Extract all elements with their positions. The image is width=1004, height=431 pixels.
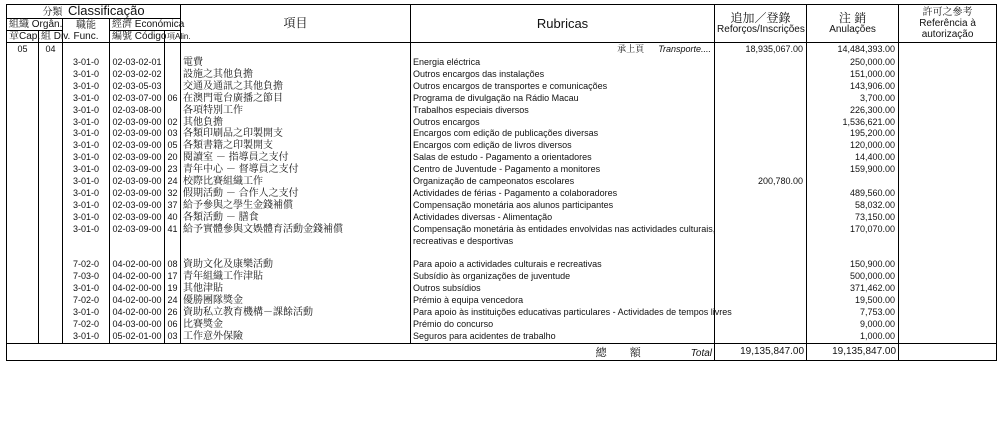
transport-anulacoes: 14,484,393.00: [807, 43, 899, 58]
rubrica-cell: Outros encargos: [411, 117, 715, 129]
total-label: 總 額 Total: [411, 343, 715, 360]
func-cell: 3-01-0: [63, 188, 110, 200]
reforcos-cell: [715, 200, 807, 212]
rubrica-cell: Actividades de férias - Pagamento a colaboradores: [411, 188, 715, 200]
reforcos-cell: [715, 212, 807, 224]
item-zh-cell: 各類活動 － 膳食: [181, 212, 411, 224]
alin-cell: 06: [165, 319, 181, 331]
econ-header: 經濟 Económica: [110, 19, 181, 31]
func-cell: 3-01-0: [63, 105, 110, 117]
func-cell: 3-01-0: [63, 117, 110, 129]
total-row: [7, 343, 997, 360]
func-cell: 3-01-0: [63, 212, 110, 224]
transport-row: [7, 43, 997, 58]
rubrica-cell: Prémio à equipa vencedora: [411, 295, 715, 307]
div-cell: 04: [39, 43, 63, 58]
reforcos-cell: [715, 69, 807, 81]
anulacoes-cell: 170,070.00: [807, 224, 899, 236]
reforcos-cell: [715, 331, 807, 343]
alin-cell: [165, 248, 181, 260]
anulacoes-cell: 226,300.00: [807, 105, 899, 117]
alin-cell: [165, 69, 181, 81]
codigo-cell: 04-03-00-00: [110, 319, 165, 331]
reforcos-cell: [715, 295, 807, 307]
reforcos-cell: [715, 140, 807, 152]
table-row: [7, 283, 997, 295]
rubrica-cell: Organização de campeonatos escolares: [411, 176, 715, 188]
reforcos-cell: [715, 105, 807, 117]
table-row: [7, 212, 997, 224]
item-zh-cell: 其他負擔: [181, 117, 411, 129]
anulacoes-cell: 195,200.00: [807, 128, 899, 140]
codigo-cell: 02-03-07-00: [110, 93, 165, 105]
codigo-cell: 04-02-00-00: [110, 259, 165, 271]
anulacoes-cell: 19,500.00: [807, 295, 899, 307]
codigo-header: 編號 Código: [110, 31, 165, 43]
item-zh-cell: 校際比賽組織工作: [181, 176, 411, 188]
table-row: [7, 69, 997, 81]
func-cell: 7-02-0: [63, 295, 110, 307]
codigo-cell: [110, 236, 165, 248]
rubrica-cell: Prémio do concurso: [411, 319, 715, 331]
func-cell: 7-02-0: [63, 319, 110, 331]
reforcos-cell: [715, 224, 807, 236]
codigo-cell: 04-02-00-00: [110, 307, 165, 319]
item-zh-cell: [181, 236, 411, 248]
anulacoes-cell: 120,000.00: [807, 140, 899, 152]
anulacoes-cell: 14,400.00: [807, 152, 899, 164]
rubrica-cell: Trabalhos especiais diversos: [411, 105, 715, 117]
rubrica-cell: Compensação monetária aos alunos participantes: [411, 200, 715, 212]
item-zh-cell: 資助私立教育機構－課餘活動: [181, 307, 411, 319]
budget-table: [6, 4, 997, 361]
cap-cell: 05: [7, 43, 39, 58]
reforcos-cell: [715, 93, 807, 105]
item-zh-cell: 青年組織工作津貼: [181, 271, 411, 283]
rubrica-cell: recreativas e desportivas: [411, 236, 715, 248]
table-row: [7, 140, 997, 152]
reforcos-header: 追加／登錄 Reforços/Inscrições: [715, 5, 807, 43]
codigo-cell: 02-03-09-00: [110, 117, 165, 129]
func-cell: 3-01-0: [63, 224, 110, 236]
item-zh-cell: 給予參與之學生金錢補償: [181, 200, 411, 212]
func-cell: 3-01-0: [63, 128, 110, 140]
alin-cell: 32: [165, 188, 181, 200]
reforcos-cell: 200,780.00: [715, 176, 807, 188]
rubrica-cell: Centro de Juventude - Pagamento a monitores: [411, 164, 715, 176]
div-header: 組 Div.: [39, 31, 63, 43]
alin-cell: 24: [165, 176, 181, 188]
rubrica-cell: Seguros para acidentes de trabalho: [411, 331, 715, 343]
codigo-cell: 02-03-08-00: [110, 105, 165, 117]
anulacoes-cell: 1,536,621.00: [807, 117, 899, 129]
item-zh-cell: 資助文化及康樂活動: [181, 259, 411, 271]
table-row: [7, 57, 997, 69]
alin-cell: 20: [165, 152, 181, 164]
table-row: [7, 271, 997, 283]
total-anulacoes: 19,135,847.00: [807, 343, 899, 360]
alin-cell: [165, 236, 181, 248]
reforcos-cell: [715, 248, 807, 260]
func-cell: [63, 236, 110, 248]
item-zh-cell: 給予實體參與文娛體育活動金錢補償: [181, 224, 411, 236]
rubrica-cell: Subsídio às organizações de juventude: [411, 271, 715, 283]
rubrica-cell: [411, 248, 715, 260]
reforcos-cell: [715, 152, 807, 164]
func-cell: 3-01-0: [63, 152, 110, 164]
func-cell: 3-01-0: [63, 283, 110, 295]
func-cell: 3-01-0: [63, 307, 110, 319]
codigo-cell: 04-02-00-00: [110, 271, 165, 283]
reforcos-cell: [715, 259, 807, 271]
anulacoes-cell: 3,700.00: [807, 93, 899, 105]
rubrica-cell: Programa de divulgação na Rádio Macau: [411, 93, 715, 105]
table-row: [7, 117, 997, 129]
reforcos-cell: [715, 271, 807, 283]
table-row: [7, 105, 997, 117]
reforcos-cell: [715, 164, 807, 176]
alin-cell: 06: [165, 93, 181, 105]
item-zh-cell: 其他津貼: [181, 283, 411, 295]
alin-cell: 26: [165, 307, 181, 319]
alin-cell: [165, 105, 181, 117]
alin-header: 項Alin.: [165, 31, 181, 43]
item-zh-cell: 在澳門電台廣播之節目: [181, 93, 411, 105]
alin-cell: 41: [165, 224, 181, 236]
alin-cell: 17: [165, 271, 181, 283]
anulacoes-cell: 500,000.00: [807, 271, 899, 283]
item-zh-cell: 優勝團隊獎金: [181, 295, 411, 307]
func-header: 職能 Func.: [63, 19, 110, 43]
anulacoes-cell: 371,462.00: [807, 283, 899, 295]
codigo-cell: 04-02-00-00: [110, 283, 165, 295]
anulacoes-cell: [807, 176, 899, 188]
alin-cell: 23: [165, 164, 181, 176]
items-zh-header: 項目: [181, 5, 411, 43]
reforcos-cell: [715, 128, 807, 140]
anulacoes-cell: 1,000.00: [807, 331, 899, 343]
reforcos-cell: [715, 188, 807, 200]
codigo-cell: 02-03-09-00: [110, 188, 165, 200]
item-zh-cell: 電費: [181, 57, 411, 69]
item-zh-cell: 閱讀室 － 指導員之支付: [181, 152, 411, 164]
anulacoes-cell: 7,753.00: [807, 307, 899, 319]
table-row: [7, 128, 997, 140]
rubrica-cell: Actividades diversas - Alimentação: [411, 212, 715, 224]
item-zh-cell: 各類印刷品之印製開支: [181, 128, 411, 140]
table-row: [7, 152, 997, 164]
reforcos-cell: [715, 236, 807, 248]
rubrica-cell: Energia eléctrica: [411, 57, 715, 69]
item-zh-cell: 工作意外保險: [181, 331, 411, 343]
func-cell: 3-01-0: [63, 164, 110, 176]
transport-label: 承上頁 Transporte....: [411, 43, 715, 58]
rubrica-cell: Para apoio a actividades culturais e recreativas: [411, 259, 715, 271]
anulacoes-cell: 143,906.00: [807, 81, 899, 93]
reforcos-cell: [715, 117, 807, 129]
codigo-cell: 05-02-01-00: [110, 331, 165, 343]
table-row: [7, 93, 997, 105]
alin-cell: 03: [165, 331, 181, 343]
codigo-cell: 02-03-02-01: [110, 57, 165, 69]
item-zh-cell: 設施之其他負擔: [181, 69, 411, 81]
func-cell: 3-01-0: [63, 331, 110, 343]
item-zh-cell: 青年中心 － 督導員之支付: [181, 164, 411, 176]
rubrica-cell: Encargos com edição de publicações diversas: [411, 128, 715, 140]
item-zh-cell: 各項特別工作: [181, 105, 411, 117]
item-zh-cell: 假期活動 － 合作人之支付: [181, 188, 411, 200]
func-cell: 7-03-0: [63, 271, 110, 283]
anulacoes-cell: 151,000.00: [807, 69, 899, 81]
item-zh-cell: 比賽獎金: [181, 319, 411, 331]
rubrica-cell: Compensação monetária às entidades envolvidas nas actividades culturais,: [411, 224, 715, 236]
alin-cell: 08: [165, 259, 181, 271]
alin-cell: 19: [165, 283, 181, 295]
reforcos-cell: [715, 57, 807, 69]
item-zh-cell: [181, 248, 411, 260]
anulacoes-cell: 159,900.00: [807, 164, 899, 176]
func-cell: [63, 248, 110, 260]
codigo-cell: 02-03-09-00: [110, 200, 165, 212]
table-row: [7, 224, 997, 236]
table-row: [7, 188, 997, 200]
alin-cell: 40: [165, 212, 181, 224]
alin-cell: 05: [165, 140, 181, 152]
codigo-cell: 02-03-09-00: [110, 176, 165, 188]
codigo-cell: 02-03-09-00: [110, 164, 165, 176]
codigo-cell: 02-03-09-00: [110, 152, 165, 164]
alin-cell: 37: [165, 200, 181, 212]
table-row: [7, 295, 997, 307]
codigo-cell: 02-03-09-00: [110, 224, 165, 236]
table-row: [7, 319, 997, 331]
codigo-cell: 02-03-09-00: [110, 128, 165, 140]
total-reforcos: 19,135,847.00: [715, 343, 807, 360]
func-cell: 3-01-0: [63, 176, 110, 188]
anulacoes-cell: 9,000.00: [807, 319, 899, 331]
anulacoes-cell: 489,560.00: [807, 188, 899, 200]
func-cell: 3-01-0: [63, 69, 110, 81]
alin-cell: [165, 81, 181, 93]
transport-reforcos: 18,935,067.00: [715, 43, 807, 58]
codigo-cell: [110, 248, 165, 260]
func-cell: 3-01-0: [63, 57, 110, 69]
item-zh-cell: 交通及通訊之其他負擔: [181, 81, 411, 93]
table-row: [7, 248, 997, 260]
item-zh-cell: 各類書籍之印製開支: [181, 140, 411, 152]
rubrica-cell: Encargos com edição de livros diversos: [411, 140, 715, 152]
codigo-cell: 02-03-02-02: [110, 69, 165, 81]
reforcos-cell: [715, 319, 807, 331]
rubrica-cell: Outros encargos de transportes e comunicações: [411, 81, 715, 93]
rubricas-header: Rubricas: [411, 5, 715, 43]
alin-cell: 24: [165, 295, 181, 307]
codigo-cell: 04-02-00-00: [110, 295, 165, 307]
anulacoes-cell: 58,032.00: [807, 200, 899, 212]
organ-header: 組織 Orgân.: [7, 19, 63, 31]
reforcos-cell: [715, 81, 807, 93]
table-row: [7, 331, 997, 343]
table-row: [7, 236, 997, 248]
cap-header: 章Cap.: [7, 31, 39, 43]
func-cell: 3-01-0: [63, 140, 110, 152]
alin-cell: 03: [165, 128, 181, 140]
rubrica-cell: Para apoio às instituições educativas particulares - Actividades de tempos livres: [411, 307, 715, 319]
table-row: [7, 176, 997, 188]
anulacoes-cell: [807, 236, 899, 248]
rubrica-cell: Salas de estudo - Pagamento a orientadores: [411, 152, 715, 164]
table-row: [7, 81, 997, 93]
codigo-cell: 02-03-09-00: [110, 140, 165, 152]
table-row: [7, 164, 997, 176]
anulacoes-cell: 73,150.00: [807, 212, 899, 224]
codigo-cell: 02-03-05-03: [110, 81, 165, 93]
anulacoes-cell: 250,000.00: [807, 57, 899, 69]
classificacao-header: 分類 Classificação: [7, 5, 181, 19]
referencia-header: 許可之參考 Referência à autorização: [899, 5, 997, 43]
func-cell: 3-01-0: [63, 200, 110, 212]
alin-cell: 02: [165, 117, 181, 129]
rubrica-cell: Outros encargos das instalações: [411, 69, 715, 81]
table-row: [7, 259, 997, 271]
reforcos-cell: [715, 283, 807, 295]
anulacoes-cell: 150,900.00: [807, 259, 899, 271]
codigo-cell: 02-03-09-00: [110, 212, 165, 224]
func-cell: 3-01-0: [63, 93, 110, 105]
func-cell: 7-02-0: [63, 259, 110, 271]
anulacoes-header: 注 銷 Anulações: [807, 5, 899, 43]
anulacoes-cell: [807, 248, 899, 260]
alin-cell: [165, 57, 181, 69]
table-row: [7, 307, 997, 319]
table-row: [7, 200, 997, 212]
rubrica-cell: Outros subsídios: [411, 283, 715, 295]
func-cell: 3-01-0: [63, 81, 110, 93]
